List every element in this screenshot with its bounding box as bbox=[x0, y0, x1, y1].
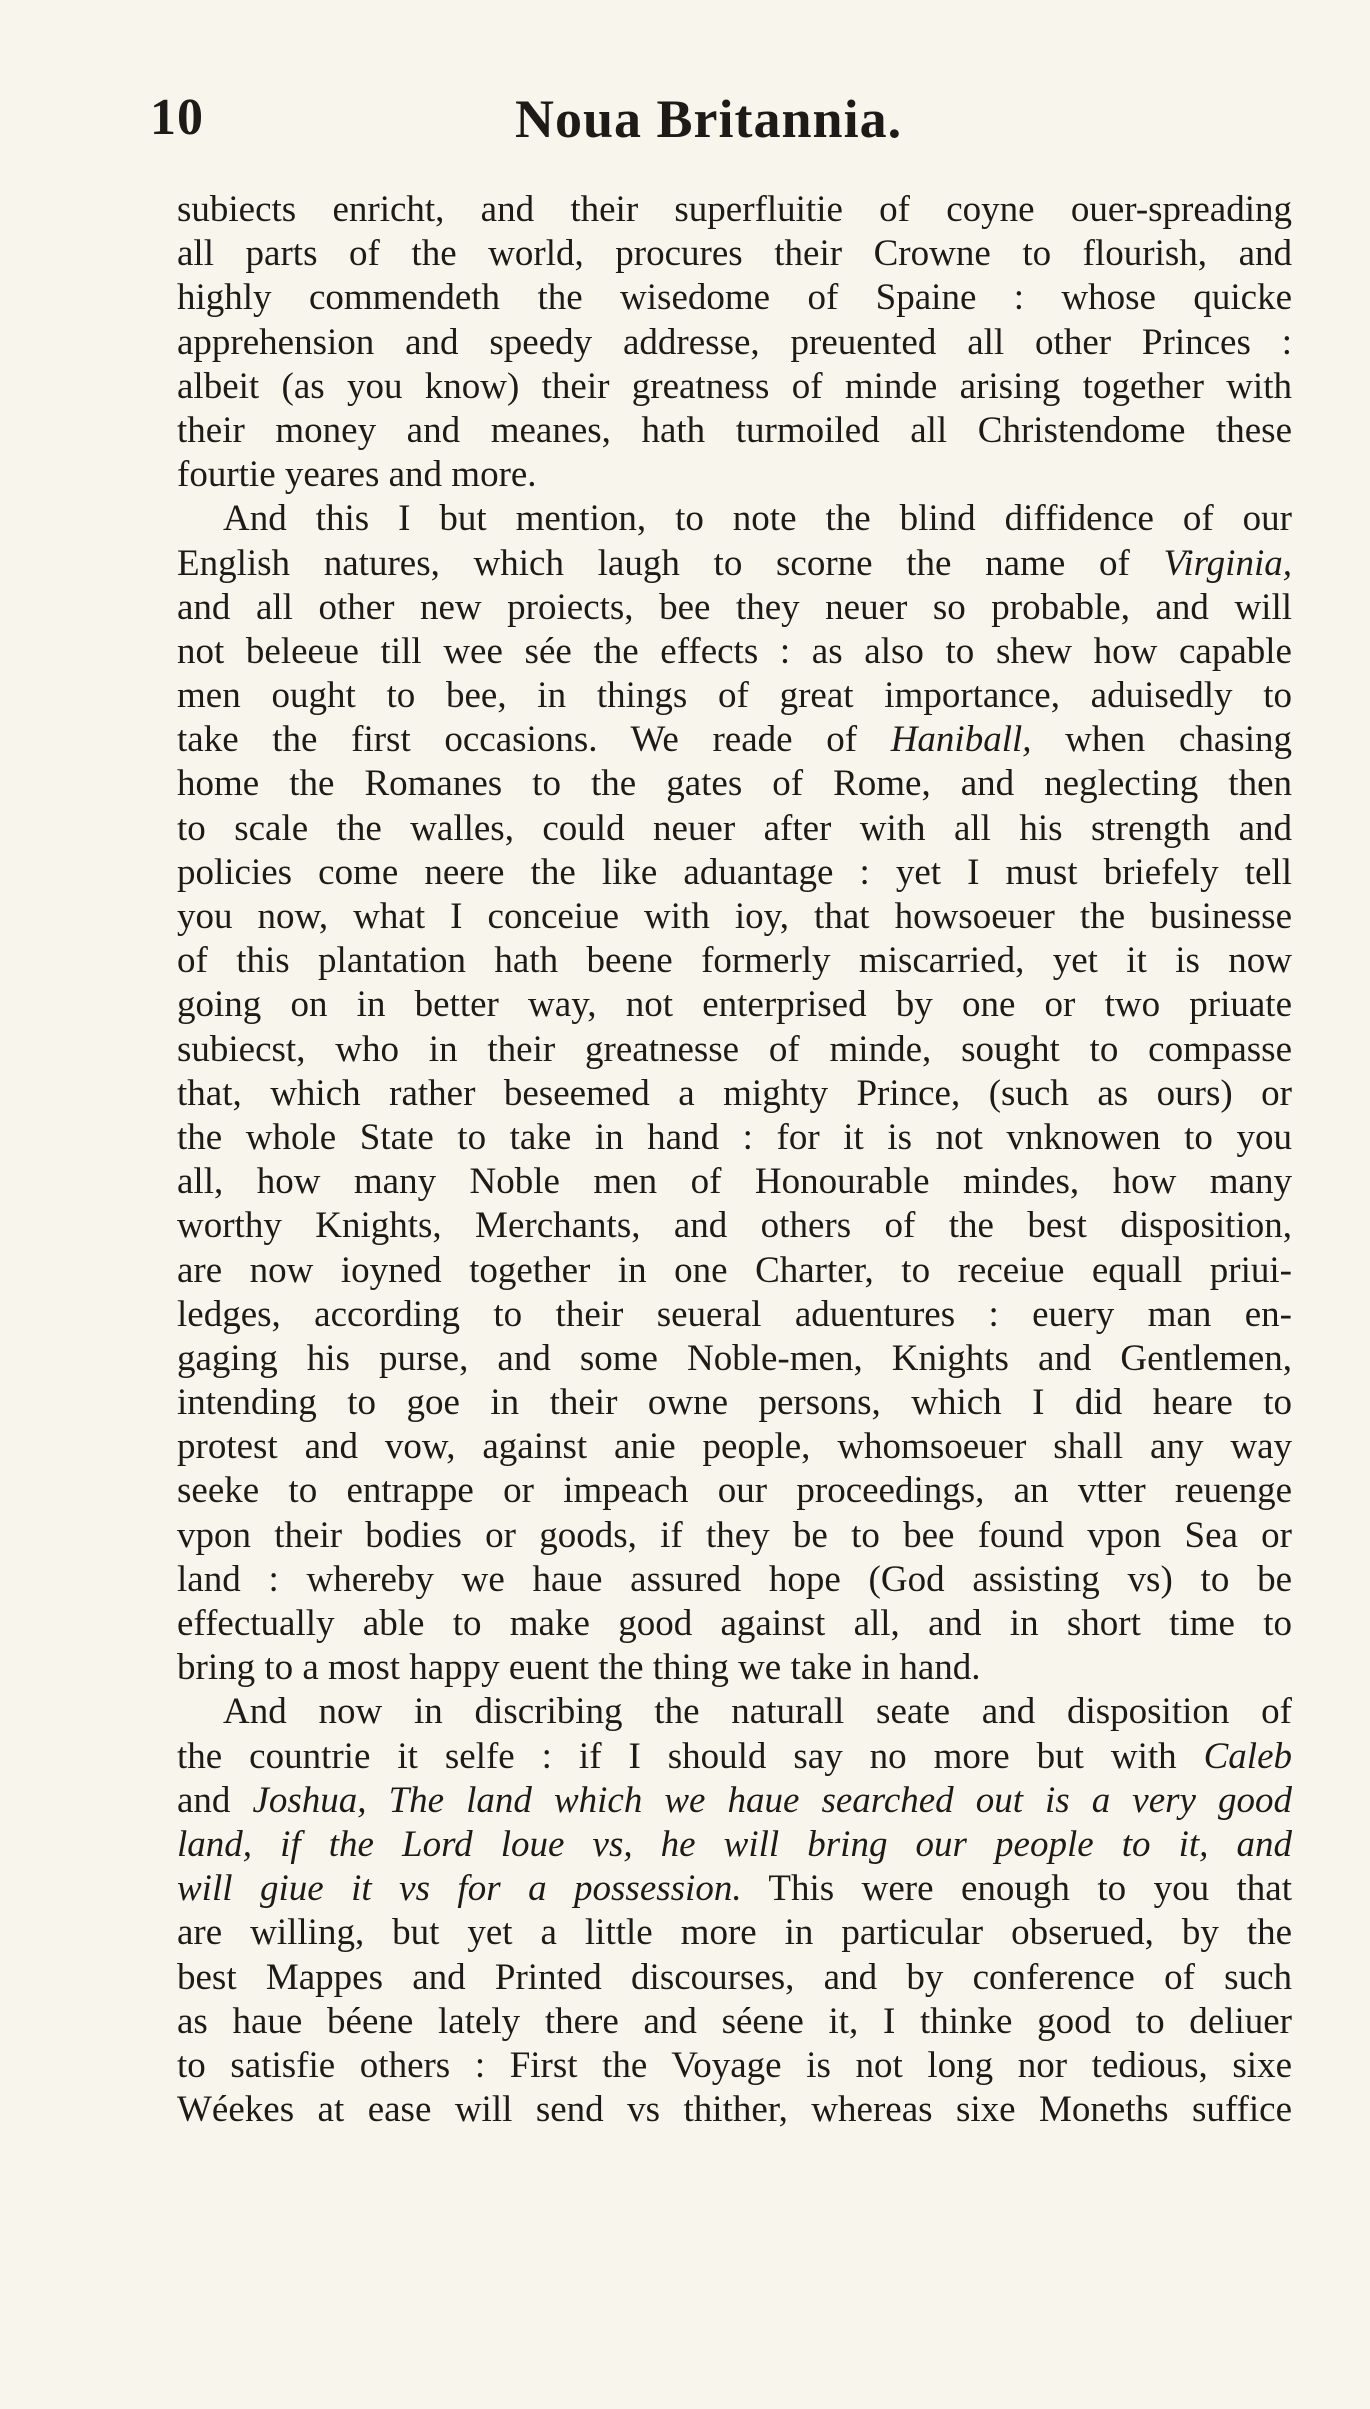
italic-text: Caleb bbox=[1203, 1735, 1292, 1777]
text-run: policies come neere the like aduantage : yet I must briefely tell bbox=[177, 851, 1292, 893]
text-line bbox=[177, 1381, 1292, 1425]
running-head bbox=[150, 88, 1290, 158]
text-run: to satisfie others : First the Voyage is not long nor tedious, sixe bbox=[177, 2044, 1292, 2086]
body-text bbox=[177, 188, 1292, 2132]
text-run: not beleeue till wee s bbox=[177, 630, 539, 672]
text-line bbox=[177, 1514, 1292, 1558]
text-run: highly commendeth the wisedome of Spaine : whose quicke bbox=[177, 277, 1292, 319]
text-line bbox=[177, 409, 1292, 453]
text-line bbox=[177, 2088, 1292, 2132]
text-run: the countrie it selfe : if I should say no more but with bbox=[177, 1735, 1204, 1777]
text-run: all parts of the world, procures their Crowne to flourish, and bbox=[177, 233, 1292, 275]
text-line bbox=[177, 1735, 1292, 1779]
text-run: to scale the walles, could neuer after with all his strength and bbox=[177, 807, 1292, 849]
text-run: are willing, but yet a little more in particular obserued, by the bbox=[177, 1912, 1292, 1954]
italic-text: Virginia, bbox=[1163, 542, 1292, 584]
text-run: bring to a most happy euent the thing we take in hand. bbox=[177, 1647, 981, 1689]
text-line bbox=[177, 232, 1292, 276]
text-run: protest and vow, against anie people, whomsoeuer shall any way bbox=[177, 1426, 1292, 1468]
text-line bbox=[177, 586, 1292, 630]
text-run: Wéekes at ease will send vs thither, whereas sixe Moneths suffice bbox=[177, 2089, 1292, 2131]
text-line bbox=[177, 1204, 1292, 1248]
text-line bbox=[177, 1823, 1292, 1867]
text-run: take the first occasions. We reade of bbox=[177, 719, 891, 761]
text-run: that, which rather beseemed a mighty Prince, (such as ours) or bbox=[177, 1072, 1292, 1114]
text-run: of this plantation hath beene formerly miscarried, yet it is now bbox=[177, 940, 1292, 982]
text-run: seeke to entrappe or impeach our proceedings, an vtter reuenge bbox=[177, 1470, 1292, 1512]
text-run: And now in discribing the naturall seate and disposition of bbox=[223, 1691, 1292, 1733]
text-run: their money and meanes, hath turmoiled all Christendome these bbox=[177, 409, 1292, 451]
text-run: intending to goe in their owne persons, which I did heare to bbox=[177, 1382, 1292, 1424]
text-run: men ought to bee, in things of great importance, aduisedly to bbox=[177, 675, 1292, 717]
text-line bbox=[177, 453, 1292, 497]
text-run: gaging his purse, and some Noble-men, Knights and Gentlemen, bbox=[177, 1337, 1292, 1379]
text-line bbox=[177, 1072, 1292, 1116]
text-run: you now, what I conceiue with ioy, that howsoeuer the businesse bbox=[177, 896, 1292, 937]
text-run: vpon their bodies or goods, if they be to bee found vpon Sea or bbox=[177, 1514, 1292, 1556]
text-line bbox=[177, 851, 1292, 895]
text-line bbox=[177, 2000, 1292, 2044]
text-line bbox=[177, 1249, 1292, 1293]
text-line bbox=[177, 1425, 1292, 1469]
page-number: 10 bbox=[150, 89, 204, 146]
text-line bbox=[177, 1160, 1292, 1204]
text-run: ée bbox=[538, 630, 572, 672]
text-line bbox=[177, 895, 1292, 939]
text-run: are now ioyned together in one Charter, to receiue equall priui- bbox=[177, 1249, 1292, 1291]
text-run: And this I but mention, to note the blind diffidence of our bbox=[223, 498, 1292, 540]
text-line bbox=[177, 983, 1292, 1027]
text-run: English natures, which laugh to scorne the name of bbox=[177, 542, 1164, 584]
text-run: all, how many Noble men of Honourable mindes, how many bbox=[177, 1161, 1292, 1203]
text-line bbox=[177, 542, 1292, 586]
text-run: land : whereby we haue assured hope (God assisting vs) to be bbox=[177, 1558, 1292, 1600]
text-run: as haue béene lately there and séene it, I thinke good to deliuer bbox=[177, 2000, 1292, 2042]
text-run: going on in better way, not enterprised by one or two priuate bbox=[177, 984, 1292, 1026]
text-run: the effects : as also to shew how capable bbox=[571, 630, 1292, 672]
text-line bbox=[177, 2044, 1292, 2088]
text-run: This were enough to you that bbox=[741, 1868, 1292, 1910]
text-line bbox=[177, 1028, 1292, 1072]
text-run: best Mappes and Printed discourses, and by conference of such bbox=[177, 1956, 1292, 1998]
text-run: the whole State to take in hand : for it is not vnknowen to you bbox=[177, 1116, 1292, 1158]
text-line bbox=[177, 762, 1292, 806]
text-line bbox=[177, 321, 1292, 365]
text-run: albeit (as you know) their greatness of minde arising together with bbox=[177, 365, 1292, 407]
text-line bbox=[177, 939, 1292, 983]
text-run: when chasing bbox=[1031, 719, 1292, 761]
text-line bbox=[177, 1558, 1292, 1602]
text-run: subiects enricht, and their superfluitie of coyne ouer-spreading bbox=[177, 189, 1292, 230]
text-line bbox=[177, 1867, 1292, 1911]
text-line bbox=[177, 1116, 1292, 1160]
text-run: home the Romanes to the gates of Rome, and neglecting then bbox=[177, 763, 1292, 805]
text-line bbox=[177, 807, 1292, 851]
text-line bbox=[177, 1956, 1292, 2000]
italic-text: Haniball, bbox=[890, 719, 1032, 761]
text-run: fourtie yeares and more. bbox=[177, 454, 537, 496]
text-run: and all other new proiects, bee they neuer so probable, and will bbox=[177, 586, 1292, 628]
text-line bbox=[177, 1646, 1292, 1690]
text-line bbox=[177, 1779, 1292, 1823]
italic-text: will giue it vs for a possession. bbox=[177, 1868, 742, 1910]
text-run: apprehension and speedy addresse, preuented all other Princes : bbox=[177, 321, 1292, 363]
text-line bbox=[177, 630, 1292, 674]
text-line bbox=[177, 276, 1292, 320]
text-line bbox=[177, 1911, 1292, 1955]
text-line bbox=[177, 718, 1292, 762]
italic-text: Joshua, The land which we haue searched out is a very good bbox=[252, 1779, 1292, 1821]
text-line bbox=[177, 1690, 1292, 1734]
text-run: subiecst, who in their greatnesse of minde, sought to compasse bbox=[177, 1028, 1292, 1070]
running-title: Noua Britannia. bbox=[515, 89, 903, 149]
text-line bbox=[177, 674, 1292, 718]
text-run: ledges, according to their seueral aduentures : euery man en- bbox=[177, 1293, 1292, 1335]
text-line bbox=[177, 1602, 1292, 1646]
text-run: worthy Knights, Merchants, and others of the best disposition, bbox=[177, 1205, 1292, 1247]
text-line bbox=[177, 188, 1292, 232]
italic-text: land, if the Lord loue vs, he will bring our people to it, and bbox=[177, 1823, 1292, 1865]
text-line bbox=[177, 1337, 1292, 1381]
text-line bbox=[177, 365, 1292, 409]
text-line bbox=[177, 1469, 1292, 1513]
text-line bbox=[177, 497, 1292, 541]
text-run: and bbox=[177, 1779, 253, 1821]
text-line bbox=[177, 1293, 1292, 1337]
text-run: effectually able to make good against all, and in short time to bbox=[177, 1603, 1292, 1644]
